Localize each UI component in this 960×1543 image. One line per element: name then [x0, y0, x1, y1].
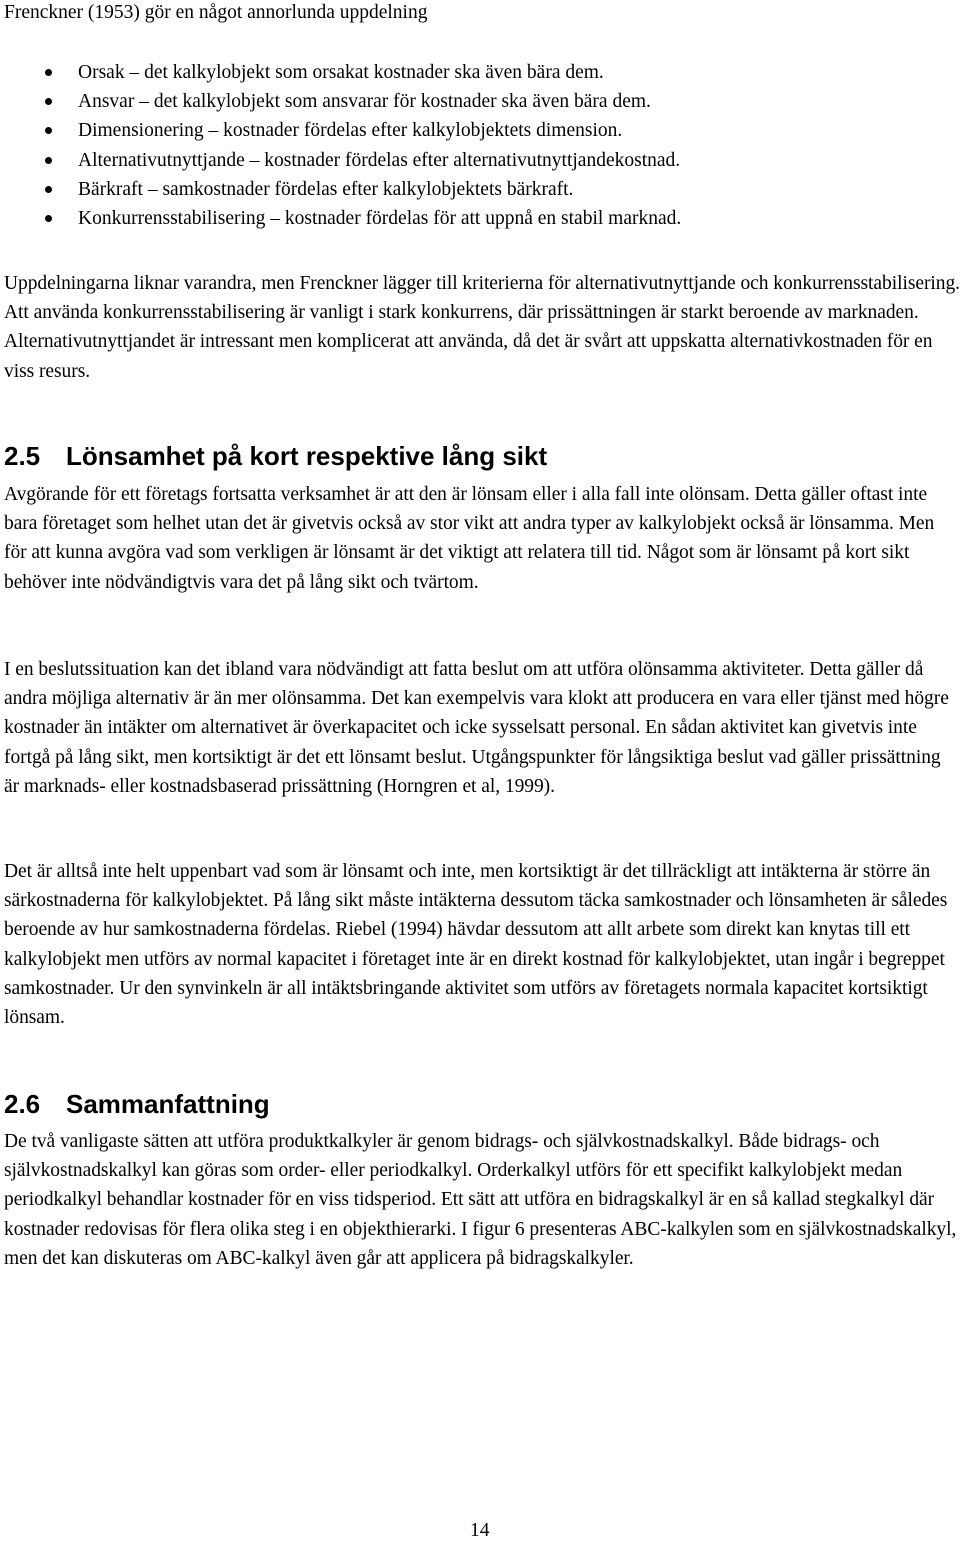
bullet-icon [45, 186, 52, 193]
list-item-text: Konkurrensstabilisering – kostnader fördelas för att uppnå en stabil marknad. [78, 208, 682, 230]
section-title: Sammanfattning [66, 1089, 270, 1119]
list-item [0, 146, 681, 175]
bullet-icon [45, 215, 52, 222]
bullet-icon [45, 98, 52, 105]
paragraph-sammanfattning: De två vanligaste sätten att utföra produktkalkyler är genom bidrags- och självkostnadskalkyl. Både bidrags- och självkostnadskalkyl kan göras som order- eller periodkalkyl. Orderkalkyl utförs för ett specifikt kalkylobjekt medan periodkalkyl behandlar kostnader för en viss tidsperiod. Ett sätt att utföra en bidragskalkyl är en så kallad stegkalkyl där kostnader redovisas för flera olika steg i en objekthierarki. I figur 6 presenteras ABC-kalkylen som en självkostnadskalkyl, men det kan diskuteras om ABC-kalkyl även går att applicera på bidragskalkyler. [4, 1131, 957, 1269]
section-title: Lönsamhet på kort respektive lång sikt [66, 441, 548, 471]
list-item [0, 87, 681, 116]
list-item-text: Ansvar – det kalkylobjekt som ansvarar för kostnader ska även bära dem. [78, 91, 651, 113]
intro-line: Frenckner (1953) gör en något annorlunda uppdelning [4, 2, 428, 23]
list-item [0, 58, 681, 87]
list-item [0, 204, 681, 233]
list-item-text: Orsak – det kalkylobjekt som orsakat kostnader ska även bära dem. [78, 62, 604, 83]
section-heading-2-5 [4, 440, 547, 472]
paragraph-alltsa: Det är alltså inte helt uppenbart vad som är lönsamt och inte, men kortsiktigt är det tillräckligt att intäkterna är större än särkostnaderna för kalkylobjektet. På lång sikt måste intäkterna dessutom täcka samkostnader och lönsamheten är således beroende av hur samkostnaderna fördelas. Riebel (1994) hävdar dessutom att allt arbete som direkt kan knytas till ett kalkylobjekt men utförs av normal kapacitet i företaget inte är en direkt kostnad för kalkylobjektet, utan ingår i begreppet samkostnader. Ur den synvinkeln är all intäktsbringande aktivitet som utförs av företagets normala kapacitet kortsiktigt lönsam. [4, 861, 948, 1029]
section-number: 2.5 [4, 441, 41, 471]
paragraph-beslutssituation: I en beslutssituation kan det ibland vara nödvändigt att fatta beslut om att utföra olönsamma aktiviteter. Detta gäller då andra möjliga alternativ är än mer olönsamma. Det kan exempelvis vara klokt att producera en vara eller tjänst med högre kostnader än intäkter om alternativet är överkapacitet och icke sysselsatt personal. En sådan aktivitet kan givetvis inte fortgå på lång sikt, men kortsiktigt är det ett lönsamt beslut. Utgångspunkter för långsiktiga beslut vad gäller prissättning är marknads- eller kostnadsbaserad prissättning (Horngren et al, 1999). [4, 659, 949, 797]
paragraph-avgorande: Avgörande för ett företags fortsatta verksamhet är att den är lönsam eller i alla fall inte olönsam. Detta gäller oftast inte bara företaget som helhet utan det är givetvis också av stor vikt att andra typer av kalkylobjekt också är lönsamma. Men för att kunna avgöra vad som verkligen är lönsamt är det viktigt att relatera till tid. Något som är lönsamt på kort sikt behöver inte nödvändigtvis vara det på lång sikt och tvärtom. [4, 484, 935, 593]
list-item [0, 175, 681, 204]
paragraph-uppdelningarna: Uppdelningarna liknar varandra, men Frenckner lägger till kriterierna för alternativutnyttjande och konkurrensstabilisering. Att använda konkurrensstabilisering är vanligt i stark konkurrens, där prissättningen är starkt beroende av marknaden. Alternativutnyttjandet är intressant men komplicerat att använda, då det är svårt att uppskatta alternativkostnaden för en viss resurs. [4, 273, 960, 382]
bullet-icon [45, 69, 52, 76]
list-item-text: Dimensionering – kostnader fördelas efter kalkylobjektets dimension. [78, 120, 623, 142]
section-heading-2-6 [4, 1088, 270, 1120]
bullet-icon [45, 157, 52, 164]
page-number: 14 [470, 1520, 490, 1541]
list-item [0, 116, 681, 145]
section-number: 2.6 [4, 1089, 41, 1119]
list-item-text: Alternativutnyttjande – kostnader fördelas efter alternativutnyttjandekostnad. [78, 149, 681, 171]
list-item-text: Bärkraft – samkostnader fördelas efter kalkylobjektets bärkraft. [78, 178, 574, 200]
bullet-icon [45, 127, 52, 134]
bullet-list [0, 58, 681, 233]
